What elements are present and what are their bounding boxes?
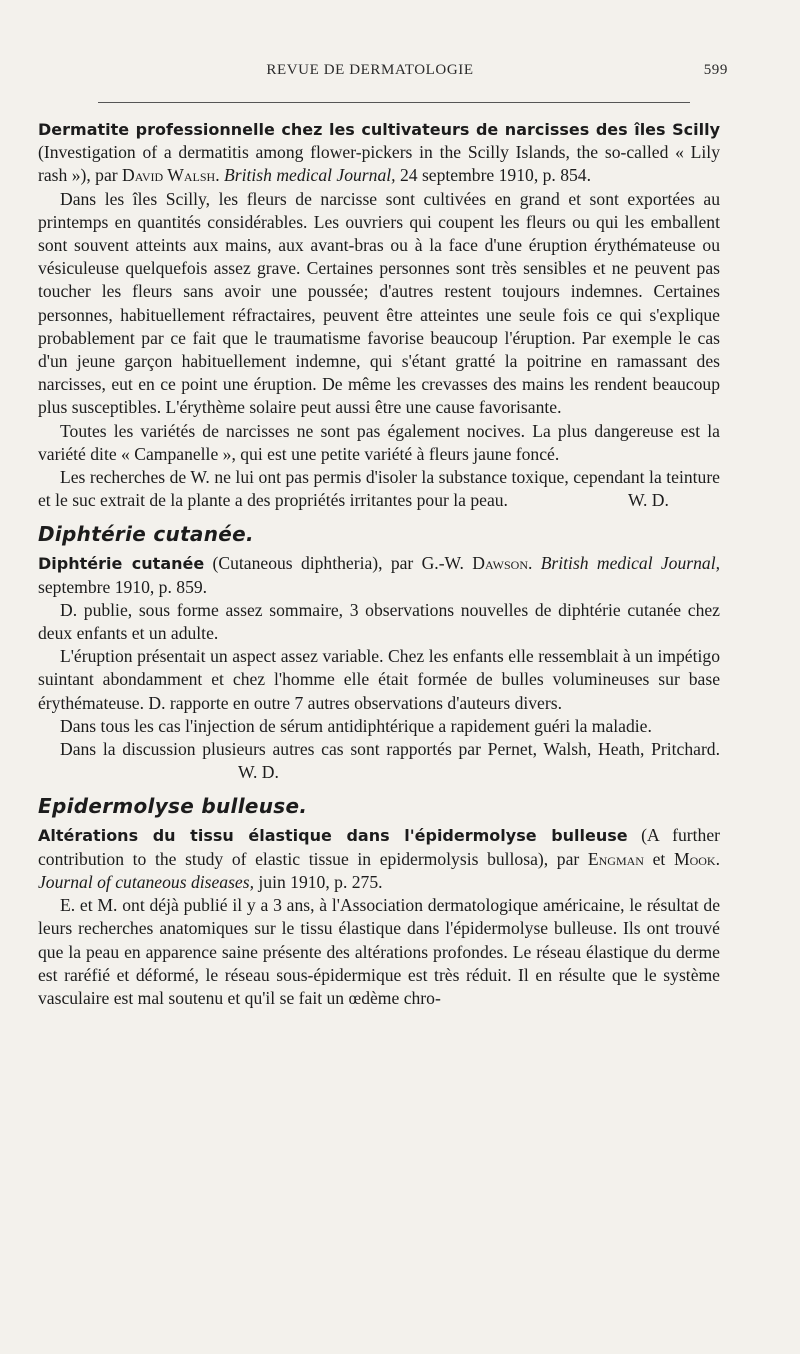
sec2-journal: British medical Journal,: [540, 553, 721, 574]
sec2-paragraph-2: L'éruption présentait un aspect assez variable. Chez les enfants elle ressemblait à un impétigo suintant abondamment et chez l'homme elle était formée de bulles volumineuses sur base érythémateuse. D. rapporte en outre 7 autres observations d'auteurs divers.: [38, 646, 720, 713]
sec2-title: Diphtérie cutanée: [38, 554, 205, 574]
running-title: REVUE DE DERMATOLOGIE: [266, 62, 474, 78]
art1-paragraph-3: [38, 466, 720, 512]
art1-title: Dermatite professionnelle chez les cultivateurs de narcisses des îles Scilly: [38, 120, 720, 139]
sec3-ref-pre: (A further contribution to the study of elastic tissue in epidermolysis bullosa), par: [38, 825, 720, 869]
art1-paragraph-3-text: Les recherches de W. ne lui ont pas permis d'isoler la substance toxique, cependant la teinture et le suc extrait de la plante a des propriétés irritantes pour la peau.: [38, 467, 720, 511]
page-number: 599: [703, 62, 728, 78]
sec2-ref-post: septembre 1910, p. 859.: [38, 576, 208, 597]
sec2-signature: W. D.: [238, 762, 279, 783]
art1-author: David Walsh: [122, 165, 216, 186]
sec3-paragraph-1: E. et M. ont déjà publié il y a 3 ans, à l'Association dermatologique américaine, le résultat de leurs recherches anatomiques sur le tissu élastique dans l'épidermolyse bulleuse. Ils ont trouvé que la peau en apparence saine présente des altérations profondes. Le réseau élastique du derme est raréfié et déformé, le réseau sous-épidermique est très réduit. Il en résulte que le système vasculaire est mal soutenu et qu'il se fait un œdème chro-: [38, 895, 720, 1008]
sec2-author: G.-W. Dawson: [421, 553, 528, 574]
sec2-reference: [38, 552, 720, 598]
sec2-paragraph-3: Dans tous les cas l'injection de sérum antidiphtérique a rapidement guéri la maladie.: [60, 715, 652, 736]
art1-reference: [38, 118, 720, 188]
art1-ref-sep: .: [215, 165, 225, 186]
sec3-ref-post: juin 1910, p. 275.: [254, 871, 383, 892]
art1-ref-post: 24 septembre 1910, p. 854.: [395, 165, 592, 186]
sec3-reference: [38, 824, 720, 894]
art1-paragraph-1: Dans les îles Scilly, les fleurs de narcisse sont cultivées en grand et sont exportées au printemps en quantités considérables. Les ouvriers qui coupent les fleurs ou qui les emballent sont souvent atteints aux mains, aux avant-bras ou à la face d'une éruption érythémateuse ou vésiculeuse quelquefois assez grave. Certaines personnes sont très sensibles et ne peuvent pas toucher les fleurs sans avoir une poussée; d'autres restent toujours indemnes. Certaines personnes, habituellement réfractaires, peuvent être atteintes une seule fois ce qui s'explique probablement par ce fait que le traumatisme favorise beaucoup l'éruption. Par exemple le cas d'un jeune garçon habituellement indemne, qui s'étant gratté la poitrine en ramassant des narcisses, eut en ce point une éruption. De même les crevasses des mains les rendent beaucoup plus susceptibles. L'érythème solaire peut aussi être une cause favorisante.: [38, 188, 720, 418]
header-rule: [98, 102, 690, 103]
art1-ref-pre: (Investigation of a dermatitis among flower-pickers in the Scilly Islands, the so-called « Lily rash »), par: [38, 142, 720, 186]
art1-paragraph-3-row: [38, 466, 720, 512]
sec2-paragraph-4-text: Dans la discussion plusieurs autres cas sont rapportés par Pernet, Walsh, Heath, Pritchard.: [60, 739, 720, 760]
art1-journal: British medical Journal,: [224, 165, 396, 186]
article-body: [38, 118, 720, 1010]
sec2-ref-sep: .: [527, 553, 541, 574]
sec3-journal: Journal of cutaneous diseases,: [38, 871, 254, 892]
sec3-ref-mid: et: [643, 848, 674, 869]
art1-signature: W. D.: [627, 490, 669, 511]
sec2-ref-pre: (Cutaneous diphtheria), par: [204, 553, 422, 574]
sec3-author-1: Engman: [587, 848, 644, 869]
sec2-paragraph-1: D. publie, sous forme assez sommaire, 3 observations nouvelles de diphtérie cutanée chez deux enfants et un adulte.: [38, 599, 720, 644]
sec2-paragraph-4: [38, 738, 720, 784]
section-heading-epidermolyse: Epidermolyse bulleuse.: [38, 794, 308, 819]
art1-paragraph-2: Toutes les variétés de narcisses ne sont pas également nocives. La plus dangereuse est la variété dite « Campanelle », qui est une petite variété à fleurs jaune foncé.: [38, 420, 720, 464]
sec3-title: Altérations du tissu élastique dans l'épidermolyse bulleuse: [38, 826, 628, 846]
section-heading-diphterie: Diphtérie cutanée.: [38, 522, 254, 547]
sec3-ref-sep: .: [715, 848, 720, 869]
sec3-author-2: Mook: [673, 848, 716, 869]
